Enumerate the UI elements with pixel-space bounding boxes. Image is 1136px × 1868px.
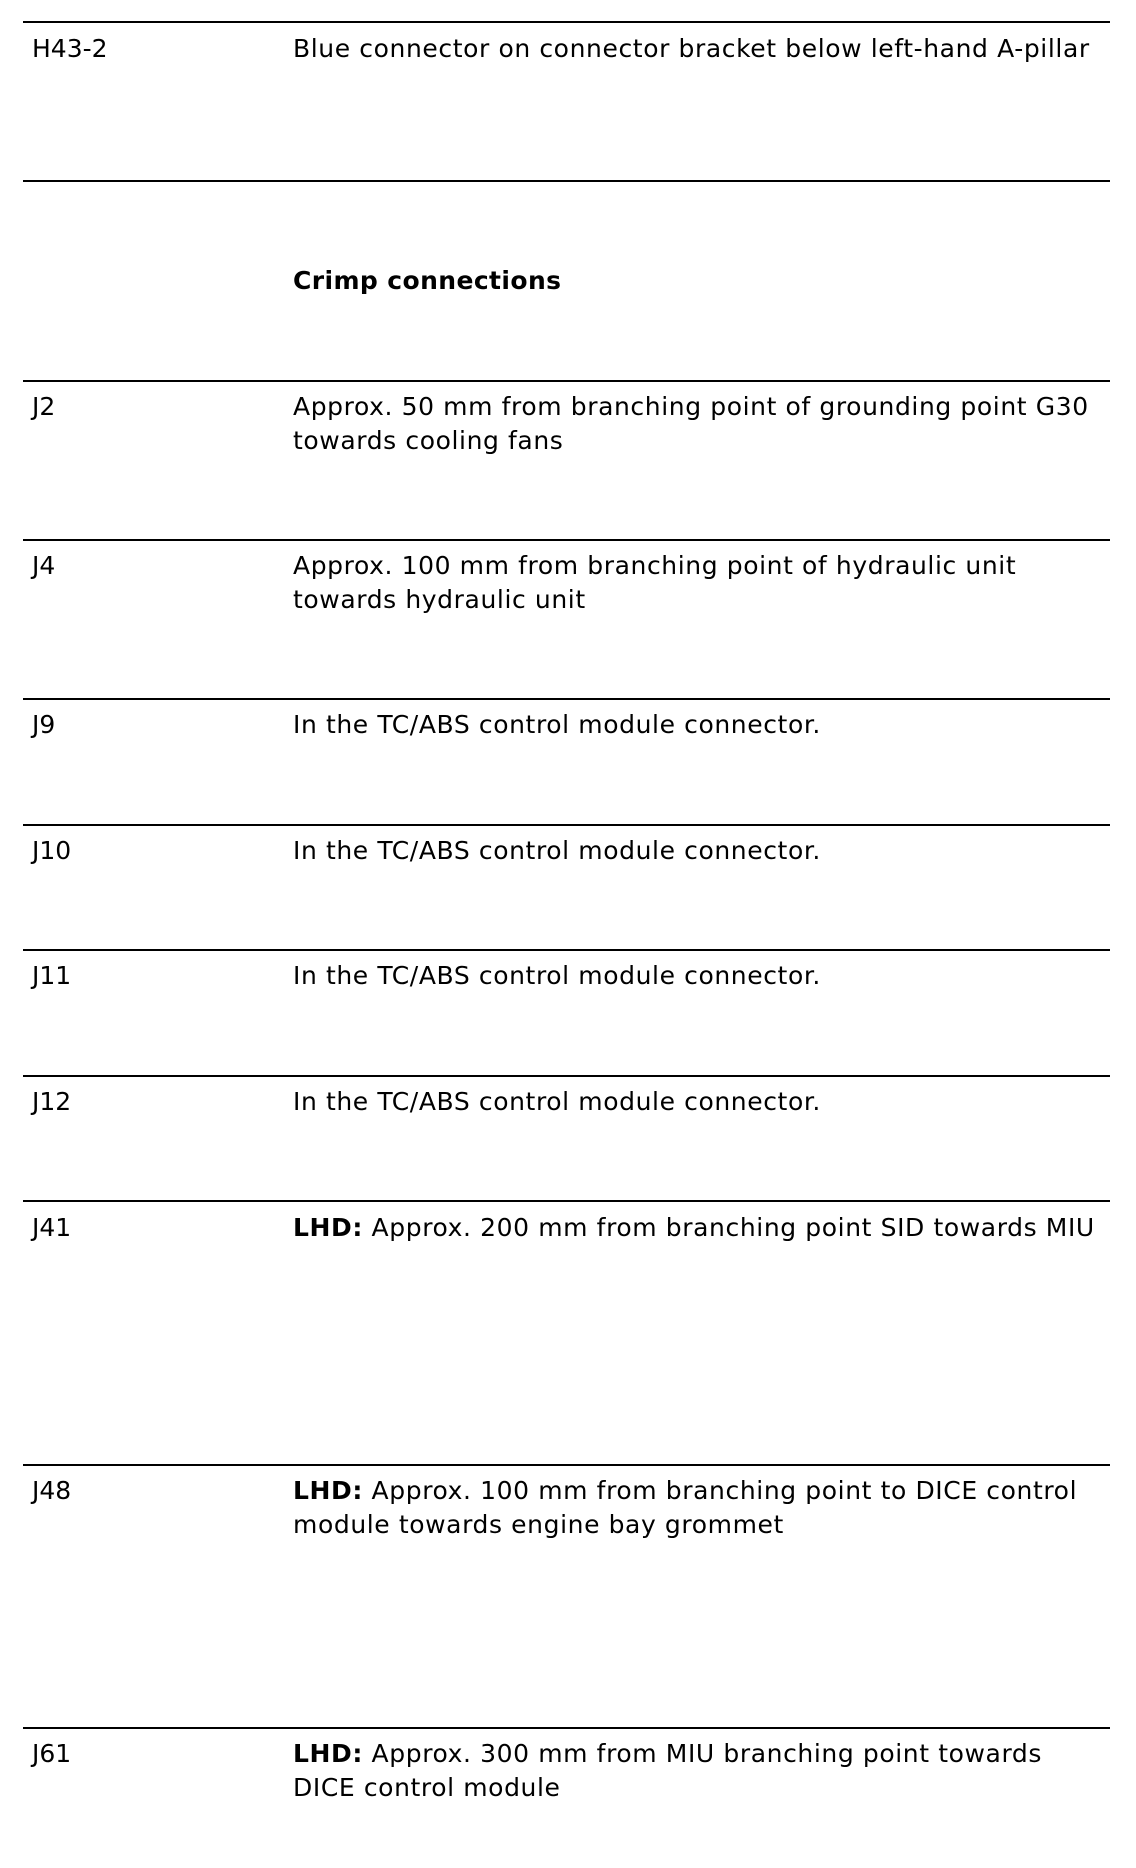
- row-description-j41: [293, 1211, 1111, 1245]
- row-text: Approx. 100 mm from branching point to DICE control module towards engine bay grommet: [293, 1476, 1078, 1539]
- lhd-label: LHD:: [293, 1739, 364, 1768]
- section-divider: [23, 180, 1110, 182]
- row-divider: [23, 21, 1110, 23]
- row-description-j10: In the TC/ABS control module connector.: [293, 836, 821, 865]
- row-code-j11: J11: [32, 961, 72, 990]
- row-code-h43-2: H43-2: [32, 34, 108, 63]
- row-code-j48: J48: [32, 1476, 72, 1505]
- row-code-j12: J12: [32, 1087, 72, 1116]
- lhd-label: LHD:: [293, 1213, 364, 1242]
- row-divider: [23, 1727, 1110, 1729]
- row-text: Approx. 300 mm from MIU branching point towards DICE control module: [293, 1739, 1042, 1802]
- row-description-j61: [293, 1737, 1111, 1805]
- row-divider: [23, 539, 1110, 541]
- row-divider: [23, 949, 1110, 951]
- row-code-j2: J2: [32, 392, 56, 421]
- row-divider: [23, 380, 1110, 382]
- row-divider: [23, 1075, 1110, 1077]
- lhd-label: LHD:: [293, 1476, 364, 1505]
- row-divider: [23, 698, 1110, 700]
- row-text: Approx. 200 mm from branching point SID towards MIU: [363, 1213, 1095, 1242]
- row-code-j4: J4: [32, 551, 56, 580]
- row-code-j9: J9: [32, 710, 56, 739]
- row-description-j48: [293, 1474, 1111, 1542]
- row-code-j61: J61: [32, 1739, 72, 1768]
- row-description-j4: Approx. 100 mm from branching point of hydraulic unit towards hydraulic unit: [293, 551, 1017, 614]
- row-description-j12: In the TC/ABS control module connector.: [293, 1087, 821, 1116]
- row-divider: [23, 824, 1110, 826]
- row-description-j11: In the TC/ABS control module connector.: [293, 961, 821, 990]
- row-description-j2: Approx. 50 mm from branching point of grounding point G30 towards cooling fans: [293, 392, 1089, 455]
- row-code-j10: J10: [32, 836, 72, 865]
- row-divider: [23, 1464, 1110, 1466]
- row-description-j9: In the TC/ABS control module connector.: [293, 710, 821, 739]
- section-heading: Crimp connections: [293, 266, 562, 295]
- row-description-h43-2: Blue connector on connector bracket below left-hand A-pillar: [293, 34, 1090, 63]
- row-divider: [23, 1200, 1110, 1202]
- row-code-j41: J41: [32, 1213, 72, 1242]
